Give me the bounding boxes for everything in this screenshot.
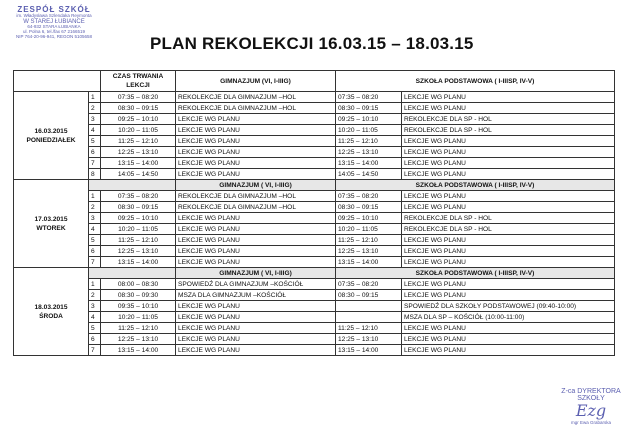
table-row <box>14 71 615 92</box>
day-cell <box>14 180 89 268</box>
lesson-time: 12:25 – 13:10 <box>101 147 176 158</box>
table-row <box>14 147 615 158</box>
gim-activity: LEKCJE WG PLANU <box>176 213 336 224</box>
sp-activity: LEKCJE WG PLANU <box>402 147 615 158</box>
lesson-time: 08:30 – 09:15 <box>101 103 176 114</box>
table-row <box>14 312 615 323</box>
gim-activity: LEKCJE WG PLANU <box>176 246 336 257</box>
sp-time: 09:25 – 10:10 <box>336 114 402 125</box>
gim-activity: LEKCJE WG PLANU <box>176 224 336 235</box>
table-row <box>14 136 615 147</box>
school-stamp <box>8 6 100 40</box>
gim-activity: MSZA DLA GIMNAZJUM –KOŚCIÓŁ <box>176 290 336 301</box>
lesson-number: 8 <box>89 169 101 180</box>
lesson-time: 10:20 – 11:05 <box>101 125 176 136</box>
sp-activity: LEKCJE WG PLANU <box>402 235 615 246</box>
table-row <box>14 114 615 125</box>
subheader-gim: GIMNAZJUM ( VI, I-IIIG) <box>176 268 336 279</box>
table-row <box>14 213 615 224</box>
sp-time: 11:25 – 12:10 <box>336 235 402 246</box>
lesson-time: 11:25 – 12:10 <box>101 136 176 147</box>
lesson-number: 2 <box>89 202 101 213</box>
sp-activity: SPOWIEDŹ DLA SZKOŁY PODSTAWOWEJ (09:40-10:00) <box>402 301 615 312</box>
table-row <box>14 268 615 279</box>
sp-activity: LEKCJE WG PLANU <box>402 323 615 334</box>
lesson-time: 08:30 – 09:30 <box>101 290 176 301</box>
sp-activity: MSZA DLA SP – KOŚCIÓŁ (10:00-11:00) <box>402 312 615 323</box>
sp-time: 10:20 – 11:05 <box>336 224 402 235</box>
sp-activity: LEKCJE WG PLANU <box>402 136 615 147</box>
lesson-time: 08:30 – 09:15 <box>101 202 176 213</box>
sp-activity: LEKCJE WG PLANU <box>402 202 615 213</box>
gim-activity: LEKCJE WG PLANU <box>176 125 336 136</box>
sp-time: 12:25 – 13:10 <box>336 334 402 345</box>
day-date: 17.03.2015 <box>34 215 68 223</box>
lesson-time: 10:20 – 11:05 <box>101 312 176 323</box>
day-date: 16.03.2015 <box>34 127 68 135</box>
sp-activity: LEKCJE WG PLANU <box>402 290 615 301</box>
gim-activity: REKOLEKCJE DLA GIMNAZJUM –HOL <box>176 191 336 202</box>
lesson-time: 08:00 – 08:30 <box>101 279 176 290</box>
sp-time: 10:20 – 11:05 <box>336 125 402 136</box>
signature-name: mgr Ewa Grabarska <box>570 420 611 425</box>
lesson-number: 1 <box>89 92 101 103</box>
lesson-time: 14:05 – 14:50 <box>101 169 176 180</box>
stamp-line: 64-932 STARA ŁUBIANKA <box>27 24 81 30</box>
table-row <box>14 301 615 312</box>
gim-activity: LEKCJE WG PLANU <box>176 114 336 125</box>
lesson-time: 12:25 – 13:10 <box>101 334 176 345</box>
lesson-time: 09:35 – 10:10 <box>101 301 176 312</box>
sp-time <box>336 312 402 323</box>
day-cell <box>14 268 89 356</box>
stamp-line: NIP 764-20-96-941, REGON 5105658 <box>16 33 92 39</box>
sp-time: 14:05 – 14:50 <box>336 169 402 180</box>
sp-time: 07:35 – 08:20 <box>336 191 402 202</box>
sp-time: 08:30 – 09:15 <box>336 103 402 114</box>
sp-time <box>336 301 402 312</box>
table-row <box>14 125 615 136</box>
subheader-blank <box>89 180 176 191</box>
schedule-table <box>13 70 615 356</box>
signature-title: Z-ca DYREKTORA SZKOŁY <box>561 388 621 402</box>
lesson-time: 07:35 – 08:20 <box>101 92 176 103</box>
lesson-number: 7 <box>89 345 101 356</box>
sp-time: 12:25 – 13:10 <box>336 246 402 257</box>
lesson-number: 6 <box>89 147 101 158</box>
lesson-time: 11:25 – 12:10 <box>101 323 176 334</box>
gim-activity: LEKCJE WG PLANU <box>176 334 336 345</box>
stamp-line: W STAREJ ŁUBIANCE <box>23 19 85 26</box>
sp-activity: LEKCJE WG PLANU <box>402 92 615 103</box>
gim-activity: REKOLEKCJE DLA GIMNAZJUM –HOL <box>176 92 336 103</box>
table-row <box>14 169 615 180</box>
day-cell <box>14 92 89 180</box>
gim-activity: REKOLEKCJE DLA GIMNAZJUM –HOL <box>176 103 336 114</box>
lesson-time: 10:20 – 11:05 <box>101 224 176 235</box>
sp-time: 13:15 – 14:00 <box>336 257 402 268</box>
gim-activity: LEKCJE WG PLANU <box>176 323 336 334</box>
subheader-sp: SZKOŁA PODSTAWOWA ( I-IIISP, IV-V) <box>336 180 615 191</box>
gim-activity: LEKCJE WG PLANU <box>176 257 336 268</box>
table-row <box>14 202 615 213</box>
table-row <box>14 191 615 202</box>
gim-activity: SPOWIEDŹ DLA GIMNAZJUM –KOŚCIÓŁ <box>176 279 336 290</box>
table-row <box>14 345 615 356</box>
lesson-time: 12:25 – 13:10 <box>101 246 176 257</box>
table-row <box>14 103 615 114</box>
lesson-number: 4 <box>89 125 101 136</box>
sp-activity: REKOLEKCJE DLA SP - HOL <box>402 213 615 224</box>
gim-activity: REKOLEKCJE DLA GIMNAZJUM –HOL <box>176 202 336 213</box>
lesson-number: 5 <box>89 136 101 147</box>
table-row <box>14 92 615 103</box>
gim-activity: LEKCJE WG PLANU <box>176 301 336 312</box>
lesson-time: 13:15 – 14:00 <box>101 257 176 268</box>
table-row <box>14 323 615 334</box>
sp-time: 08:30 – 09:15 <box>336 202 402 213</box>
table-row <box>14 290 615 301</box>
sp-time: 11:25 – 12:10 <box>336 323 402 334</box>
sp-time: 13:15 – 14:00 <box>336 345 402 356</box>
sp-activity: LEKCJE WG PLANU <box>402 257 615 268</box>
lesson-number: 7 <box>89 158 101 169</box>
lesson-number: 1 <box>89 279 101 290</box>
table-row <box>14 246 615 257</box>
lesson-number: 3 <box>89 213 101 224</box>
lesson-number: 3 <box>89 114 101 125</box>
sp-time: 13:15 – 14:00 <box>336 158 402 169</box>
gim-activity: LEKCJE WG PLANU <box>176 158 336 169</box>
sp-activity: LEKCJE WG PLANU <box>402 158 615 169</box>
sp-activity: LEKCJE WG PLANU <box>402 246 615 257</box>
stamp-line: ul. Polna 6, tel./fax 67 2166519 <box>22 29 86 35</box>
sp-activity: LEKCJE WG PLANU <box>402 279 615 290</box>
lesson-number: 1 <box>89 191 101 202</box>
sp-activity: LEKCJE WG PLANU <box>402 345 615 356</box>
sp-activity: LEKCJE WG PLANU <box>402 191 615 202</box>
lesson-time: 09:25 – 10:10 <box>101 114 176 125</box>
lesson-number: 6 <box>89 334 101 345</box>
table-row <box>14 279 615 290</box>
table-row <box>14 235 615 246</box>
sp-activity: LEKCJE WG PLANU <box>402 334 615 345</box>
header-time: CZAS TRWANIA LEKCJI <box>101 71 176 92</box>
day-date: 18.03.2015 <box>34 303 68 311</box>
table-row <box>14 180 615 191</box>
lesson-number: 4 <box>89 224 101 235</box>
lesson-time: 09:25 – 10:10 <box>101 213 176 224</box>
header-blank <box>14 71 101 92</box>
day-name: WTOREK <box>36 224 66 232</box>
lesson-time: 11:25 – 12:10 <box>101 235 176 246</box>
sp-time: 09:25 – 10:10 <box>336 213 402 224</box>
table-row <box>14 257 615 268</box>
gim-activity: LEKCJE WG PLANU <box>176 169 336 180</box>
lesson-number: 2 <box>89 290 101 301</box>
table-row <box>14 158 615 169</box>
sp-activity: LEKCJE WG PLANU <box>402 169 615 180</box>
signature-scribble: Ezg <box>575 401 607 420</box>
header-sp: SZKOŁA PODSTAWOWA ( I-IIISP, IV-V) <box>336 71 615 92</box>
lesson-time: 13:15 – 14:00 <box>101 345 176 356</box>
sp-time: 12:25 – 13:10 <box>336 147 402 158</box>
lesson-time: 07:35 – 08:20 <box>101 191 176 202</box>
stamp-line: im. Władysława Szlendaka Reymonta <box>16 13 92 19</box>
gim-activity: LEKCJE WG PLANU <box>176 312 336 323</box>
lesson-number: 5 <box>89 235 101 246</box>
lesson-number: 3 <box>89 301 101 312</box>
lesson-number: 4 <box>89 312 101 323</box>
sp-activity: LEKCJE WG PLANU <box>402 103 615 114</box>
gim-activity: LEKCJE WG PLANU <box>176 345 336 356</box>
lesson-number: 5 <box>89 323 101 334</box>
sp-activity: REKOLEKCJE DLA SP - HOL <box>402 114 615 125</box>
header-gim: GIMNAZJUM (VI, I-IIIG) <box>176 71 336 92</box>
lesson-number: 2 <box>89 103 101 114</box>
gim-activity: LEKCJE WG PLANU <box>176 147 336 158</box>
sp-time: 08:30 – 09:15 <box>336 290 402 301</box>
subheader-blank <box>89 268 176 279</box>
table-row <box>14 334 615 345</box>
stamp-line: ZESPÓŁ SZKÓŁ <box>17 5 91 14</box>
lesson-time: 13:15 – 14:00 <box>101 158 176 169</box>
gim-activity: LEKCJE WG PLANU <box>176 235 336 246</box>
day-name: ŚRODA <box>39 312 63 320</box>
lesson-number: 7 <box>89 257 101 268</box>
sp-time: 07:35 – 08:20 <box>336 279 402 290</box>
gim-activity: LEKCJE WG PLANU <box>176 136 336 147</box>
sp-time: 07:35 – 08:20 <box>336 92 402 103</box>
subheader-gim: GIMNAZJUM ( VI, I-IIIG) <box>176 180 336 191</box>
subheader-sp: SZKOŁA PODSTAWOWA ( I-IIISP, IV-V) <box>336 268 615 279</box>
sp-time: 11:25 – 12:10 <box>336 136 402 147</box>
sp-activity: REKOLEKCJE DLA SP - HOL <box>402 224 615 235</box>
table-row <box>14 224 615 235</box>
sp-activity: REKOLEKCJE DLA SP - HOL <box>402 125 615 136</box>
lesson-number: 6 <box>89 246 101 257</box>
day-name: PONIEDZIAŁEK <box>26 136 76 144</box>
signature-stamp <box>548 388 634 426</box>
page-title: PLAN REKOLEKCJI 16.03.15 – 18.03.15 <box>150 34 474 53</box>
